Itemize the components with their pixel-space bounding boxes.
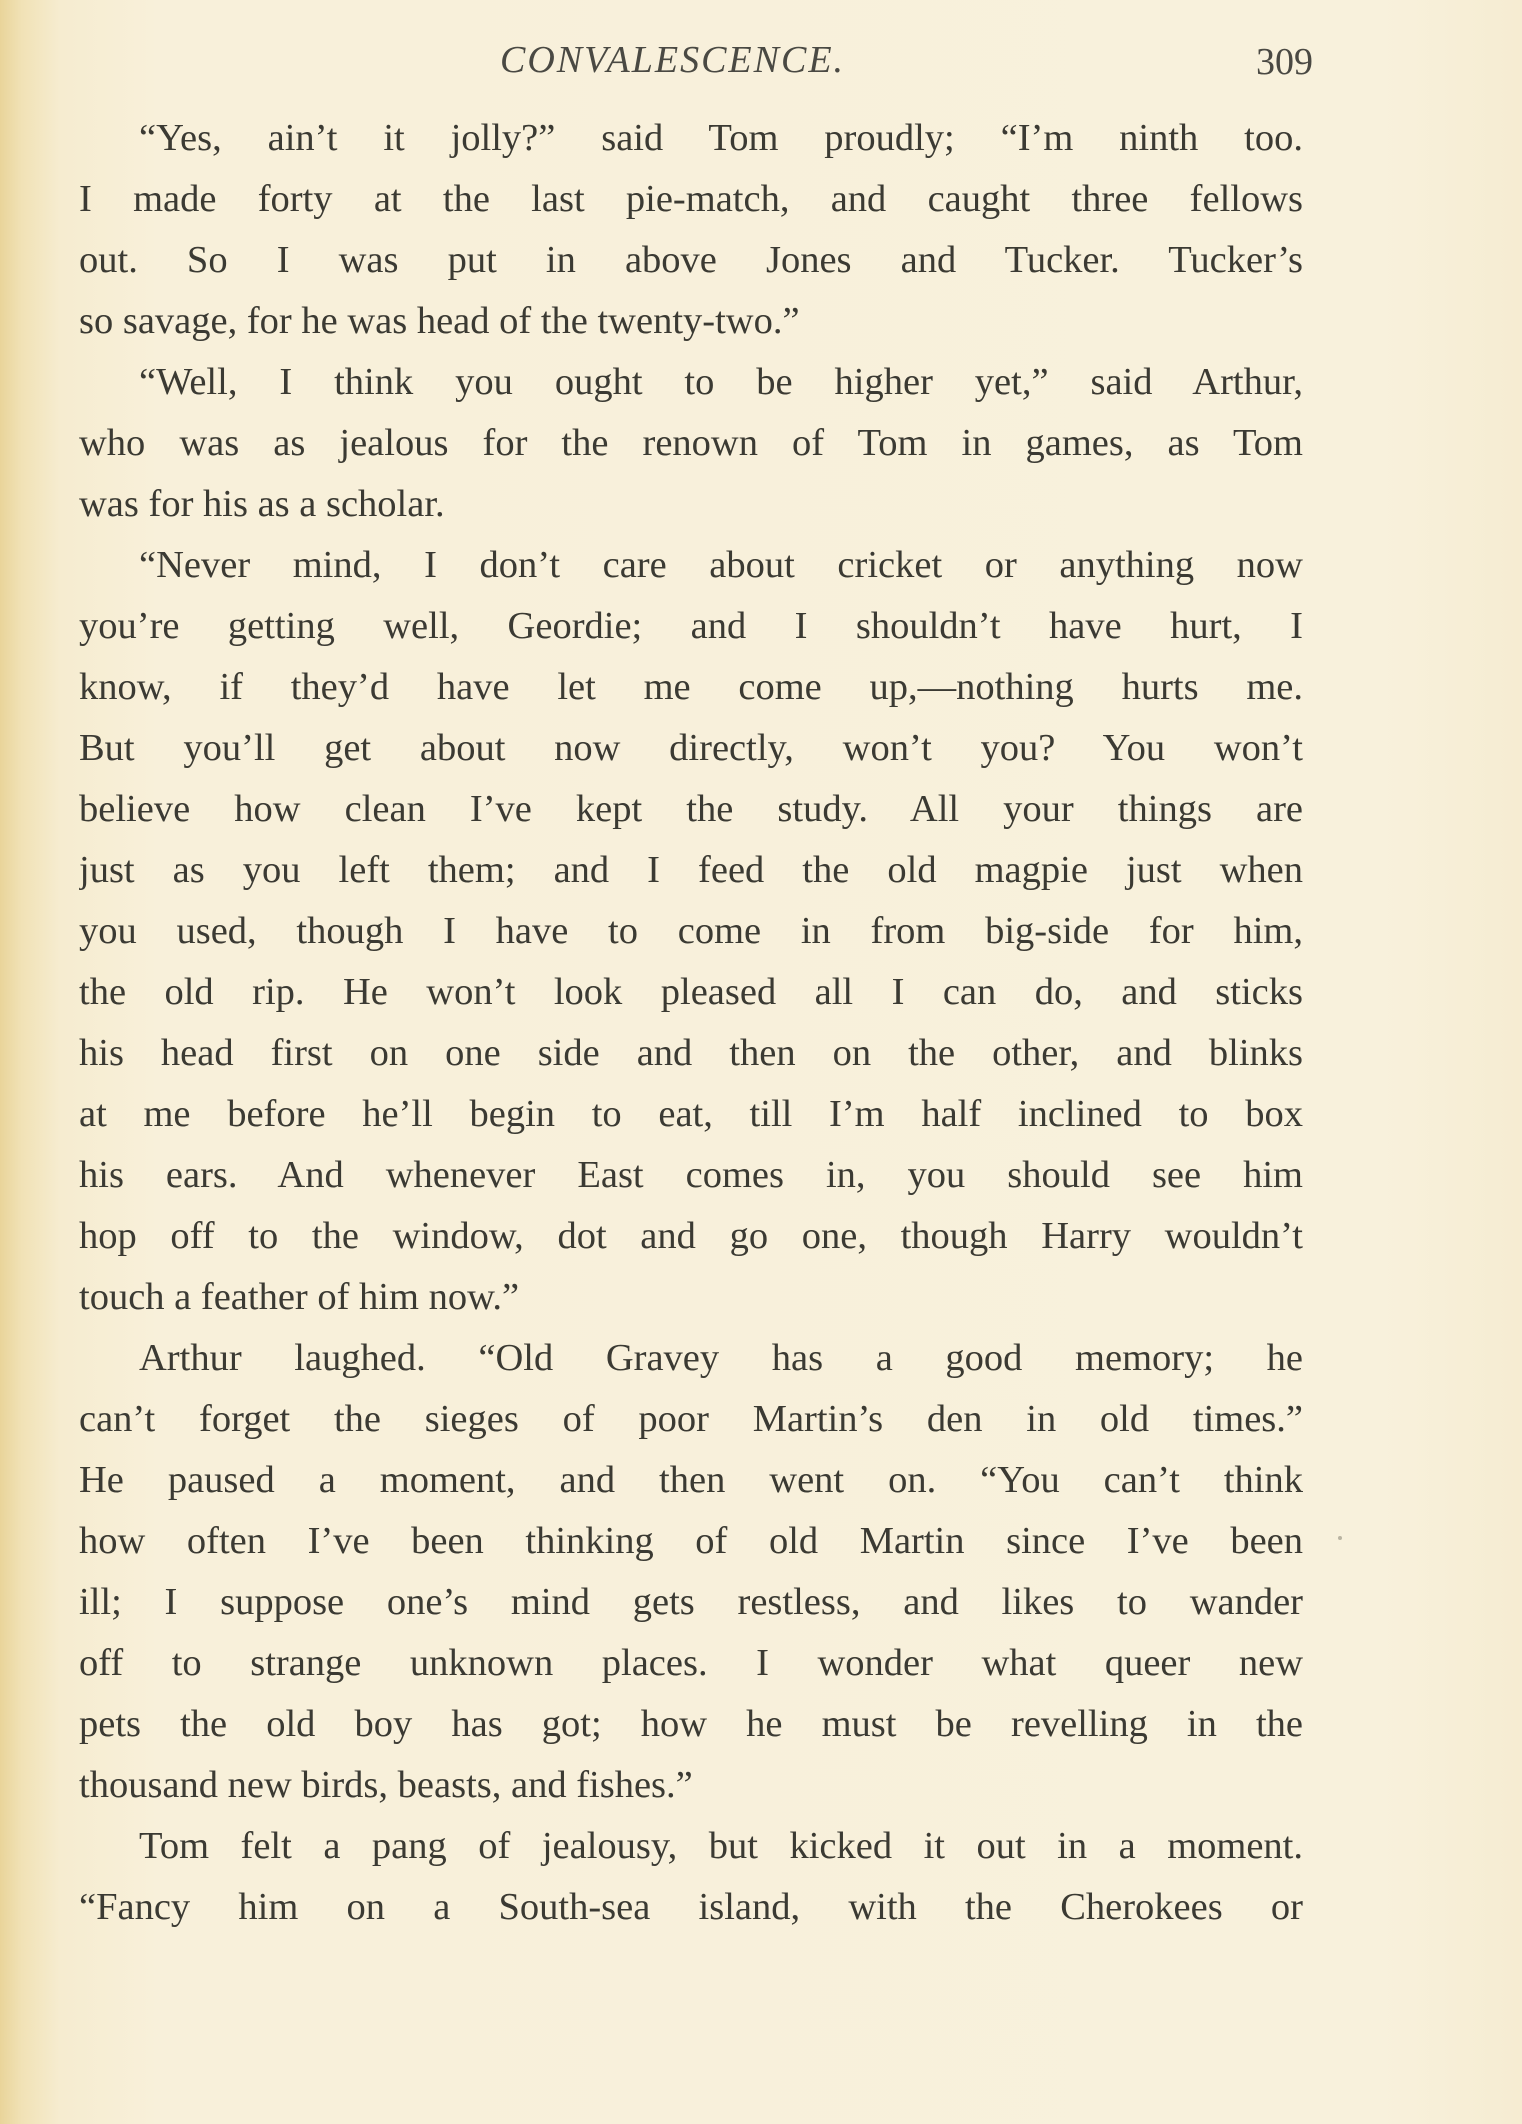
text-line: But you’ll get about now directly, won’t you? You won’t [79,727,1303,769]
running-head [0,34,1522,94]
text-line: Arthur laughed. “Old Gravey has a good memory; he [139,1337,1303,1379]
text-line: just as you left them; and I feed the old magpie just when [79,849,1303,891]
text-line: pets the old boy has got; how he must be revelling in the [79,1703,1303,1745]
text-line: how often I’ve been thinking of old Martin since I’ve been [79,1520,1303,1562]
text-line: believe how clean I’ve kept the study. All your things are [79,788,1303,830]
body-text [79,108,1303,1938]
text-line: “Well, I think you ought to be higher yet,” said Arthur, [139,361,1303,403]
text-line: He paused a moment, and then went on. “You can’t think [79,1459,1303,1501]
text-line: his ears. And whenever East comes in, you should see him [79,1154,1303,1196]
text-line: Tom felt a pang of jealousy, but kicked it out in a moment. [139,1825,1303,1867]
text-line: who was as jealous for the renown of Tom in games, as Tom [79,422,1303,464]
print-speck [1338,1536,1342,1540]
page-number: 309 [1256,41,1313,83]
text-line: thousand new birds, beasts, and fishes.” [79,1764,693,1806]
text-line: “Never mind, I don’t care about cricket or anything now [139,544,1303,586]
text-line: off to strange unknown places. I wonder what queer new [79,1642,1303,1684]
text-line: so savage, for he was head of the twenty-two.” [79,300,800,342]
text-line: ill; I suppose one’s mind gets restless, and likes to wander [79,1581,1303,1623]
text-line: know, if they’d have let me come up,—nothing hurts me. [79,666,1303,708]
text-line: the old rip. He won’t look pleased all I can do, and sticks [79,971,1303,1013]
text-line: hop off to the window, dot and go one, though Harry wouldn’t [79,1215,1303,1257]
text-line: was for his as a scholar. [79,483,445,525]
text-line: can’t forget the sieges of poor Martin’s den in old times.” [79,1398,1303,1440]
text-line: “Fancy him on a South-sea island, with the Cherokees or [79,1886,1303,1928]
text-line: out. So I was put in above Jones and Tucker. Tucker’s [79,239,1303,281]
text-line: you’re getting well, Geordie; and I shouldn’t have hurt, I [79,605,1303,647]
text-line: touch a feather of him now.” [79,1276,520,1318]
text-line: you used, though I have to come in from big-side for him, [79,910,1303,952]
chapter-title: CONVALESCENCE. [500,39,846,81]
text-line: his head first on one side and then on the other, and blinks [79,1032,1303,1074]
text-line: at me before he’ll begin to eat, till I’m half inclined to box [79,1093,1303,1135]
text-line: “Yes, ain’t it jolly?” said Tom proudly; “I’m ninth too. [139,117,1303,159]
text-line: I made forty at the last pie-match, and caught three fellows [79,178,1303,220]
